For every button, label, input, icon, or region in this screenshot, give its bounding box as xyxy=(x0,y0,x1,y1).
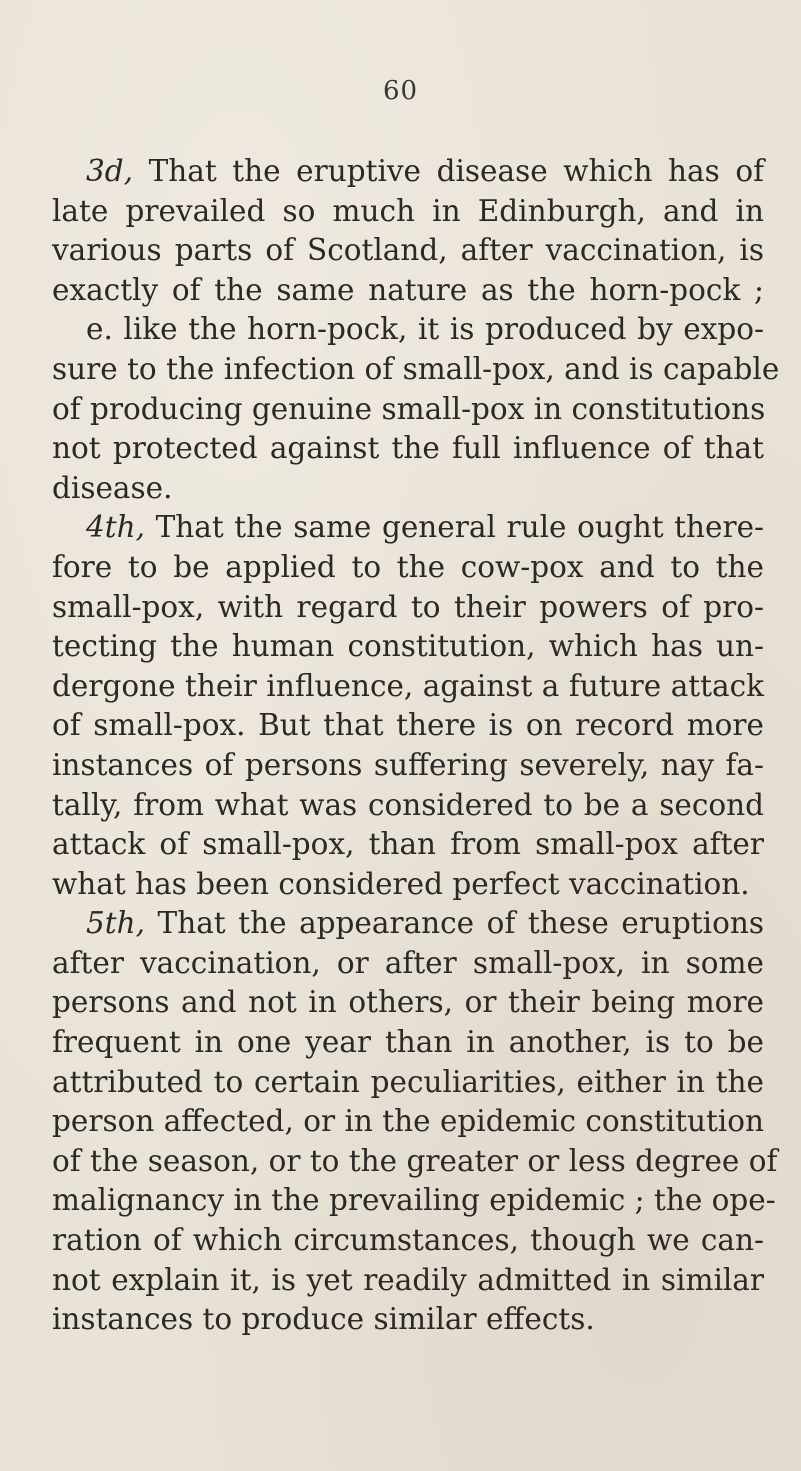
text-line: after vaccination, or after small-pox, in some xyxy=(52,945,764,980)
text-line: frequent in one year than in another, is to be xyxy=(52,1025,764,1060)
text-line: fore to be applied to the cow-pox and to the xyxy=(52,549,764,584)
text-line: ration of which circumstances, though we can- xyxy=(52,1223,764,1258)
text-line: disease. xyxy=(52,470,173,505)
text-line: tecting the human constitution, which has un- xyxy=(52,629,764,664)
page-number: 60 xyxy=(382,76,419,106)
text-line: of small-pox. But that there is on record more xyxy=(52,708,764,743)
text-line: 5th, That the appearance of these eruptions xyxy=(86,906,764,941)
text-line: instances to produce similar effects. xyxy=(52,1302,595,1337)
text-line: of the season, or to the greater or less degree of xyxy=(52,1143,778,1178)
text-line: what has been considered perfect vaccination. xyxy=(52,866,750,901)
text-line: person affected, or in the epidemic constitution xyxy=(52,1104,764,1139)
text-line: tally, from what was considered to be a second xyxy=(52,787,764,822)
ordinal: 3d, xyxy=(86,154,134,188)
text-line: malignancy in the prevailing epidemic ; the ope- xyxy=(52,1183,776,1218)
text-line: sure to the infection of small-pox, and is capable xyxy=(52,351,780,386)
text-line: of producing genuine small-pox in constitutions xyxy=(52,391,766,426)
body-text xyxy=(52,152,780,1340)
ordinal: 4th, xyxy=(86,510,145,545)
ordinal: 5th, xyxy=(86,906,145,941)
text-line: small-pox, with regard to their powers of pro- xyxy=(52,589,764,624)
text-line: persons and not in others, or their being more xyxy=(52,985,764,1020)
text-line: 3d, That the eruptive disease which has of xyxy=(86,154,764,188)
text-line: e. like the horn-pock, it is produced by expo- xyxy=(86,312,764,347)
text-line: various parts of Scotland, after vaccination, is xyxy=(52,233,764,268)
text-line: exactly of the same nature as the horn-pock ; xyxy=(52,272,764,307)
text-line: 4th, That the same general rule ought there- xyxy=(86,510,764,545)
text-line: dergone their influence, against a future attack xyxy=(52,668,764,703)
text-line: attributed to certain peculiarities, either in the xyxy=(52,1064,764,1099)
text-line: not explain it, is yet readily admitted in similar xyxy=(52,1262,764,1297)
text-line: attack of small-pox, than from small-pox after xyxy=(52,827,764,862)
text-line: instances of persons suffering severely, nay fa- xyxy=(52,747,764,782)
text-line: late prevailed so much in Edinburgh, and in xyxy=(52,193,764,228)
text-line: not protected against the full influence of that xyxy=(52,431,764,466)
